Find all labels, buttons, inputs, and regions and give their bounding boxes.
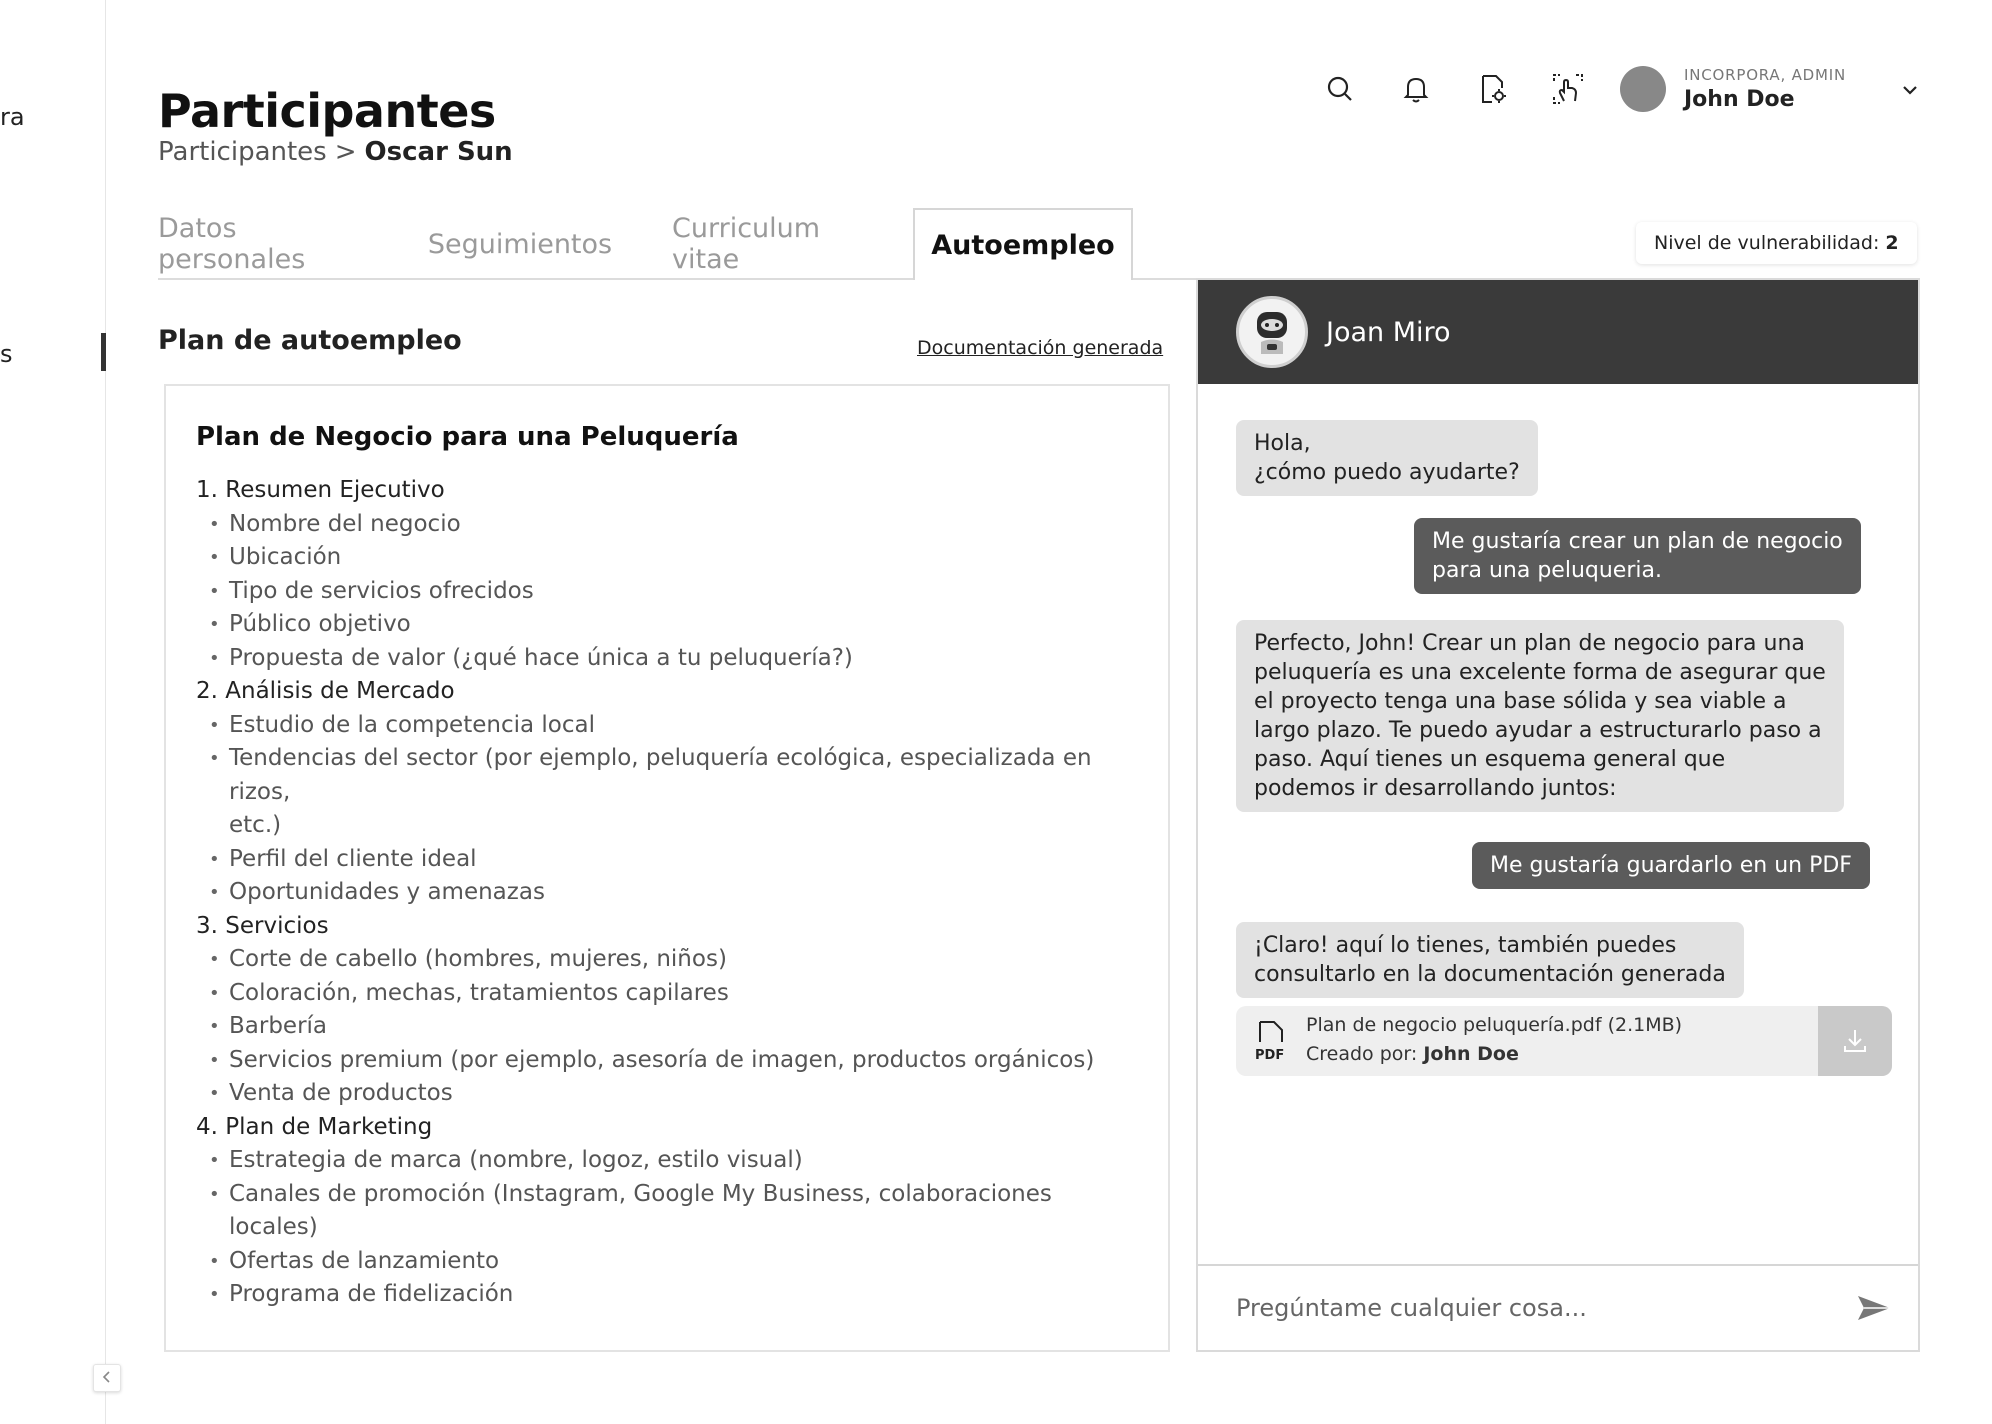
tab-bar <box>158 208 1198 278</box>
breadcrumb-separator: > <box>334 137 357 167</box>
breadcrumb-current: Oscar Sun <box>364 137 513 167</box>
plan-section-title: 2. Análisis de Mercado <box>196 678 455 704</box>
plan-section-title: 3. Servicios <box>196 912 329 939</box>
list-item-continuation: etc.) <box>229 812 282 838</box>
list-item: • Canales de promoción (Instagram, Google My Business, colaboraciones locales) <box>209 1180 1052 1240</box>
vulnerability-label: Nivel de vulnerabilidad: <box>1654 232 1880 254</box>
list-item: • Venta de productos <box>209 1080 453 1106</box>
chevron-down-icon <box>1898 78 1922 102</box>
list-item: • Ubicación <box>209 544 342 570</box>
sidebar-item-label[interactable]: s <box>0 340 13 368</box>
plan-title: Plan de Negocio para una Peluquería <box>196 422 739 452</box>
pdf-file-icon <box>1254 1020 1288 1064</box>
breadcrumb-parent-link[interactable]: Participantes <box>158 137 327 167</box>
chat-message-user: Me gustaría guardarlo en un PDF <box>1472 842 1870 889</box>
chat-header <box>1198 280 1918 384</box>
touch-scan-icon <box>1550 71 1586 107</box>
chat-message-bot: Perfecto, John! Crear un plan de negocio para una peluquería es una excelente forma de asegurar que el proyecto tenga una base sólida y sea viable a largo plazo. Te puedo ayudar a estructurarlo paso a paso. Aquí tienes un esquema general que podemos ir desarrollando juntos: <box>1236 620 1844 812</box>
tab-curriculum-vitae[interactable]: Curriculum vitae <box>672 213 821 275</box>
list-item: • Público objetivo <box>209 611 411 637</box>
tab-seguimientos[interactable]: Seguimientos <box>427 228 613 260</box>
list-item: • Nombre del negocio <box>209 510 461 537</box>
robot-avatar-icon <box>1236 296 1308 368</box>
user-role: INCORPORA, ADMIN <box>1684 66 1847 84</box>
download-button[interactable] <box>1818 1006 1892 1076</box>
vulnerability-badge <box>1636 222 1917 264</box>
file-name: Plan de negocio peluquería.pdf (2.1MB) <box>1306 1014 1683 1036</box>
list-item: • Ofertas de lanzamiento <box>209 1247 500 1274</box>
notifications-button[interactable] <box>1396 69 1436 109</box>
generated-docs-link[interactable]: Documentación generada <box>917 337 1164 359</box>
send-button[interactable] <box>1854 1290 1894 1326</box>
user-menu-toggle[interactable] <box>1898 78 1922 102</box>
list-item: • Tipo de servicios ofrecidos <box>209 577 534 604</box>
vulnerability-value: 2 <box>1885 232 1899 254</box>
plan-section-title: 4. Plan de Marketing <box>196 1113 433 1140</box>
list-item: • Oportunidades y amenazas <box>209 879 545 905</box>
list-item: • Corte de cabello (hombres, mujeres, niños) <box>209 946 727 972</box>
list-item: • Propuesta de valor (¿qué hace única a tu peluquería?) <box>209 644 853 671</box>
header-actions <box>1320 66 1846 112</box>
page-title: Participantes <box>158 84 496 138</box>
tab-autoempleo[interactable]: Autoempleo <box>913 208 1133 280</box>
sidebar-item-label[interactable]: ra <box>0 103 25 131</box>
sidebar-active-indicator <box>101 333 106 371</box>
documents-button[interactable] <box>1472 69 1512 109</box>
list-item: • Programa de fidelización <box>209 1281 514 1307</box>
send-icon <box>1856 1293 1892 1323</box>
avatar[interactable] <box>1620 66 1666 112</box>
plan-heading: Plan de autoempleo <box>158 325 462 356</box>
chat-message-user: Me gustaría crear un plan de negocio para una peluqueria. <box>1414 518 1861 594</box>
user-menu[interactable] <box>1684 66 1846 112</box>
plan-document <box>164 384 1170 1352</box>
list-item: • Barbería <box>209 1013 328 1039</box>
list-item: • Coloración, mechas, tratamientos capilares <box>209 979 729 1006</box>
search-icon <box>1325 74 1355 104</box>
chat-input-bar <box>1198 1264 1918 1350</box>
list-item: • Perfil del cliente ideal <box>209 845 477 872</box>
download-icon <box>1840 1026 1870 1056</box>
chat-panel <box>1196 278 1920 1352</box>
chat-input[interactable] <box>1236 1288 1836 1328</box>
file-creator: Creado por: John Doe <box>1306 1043 1519 1065</box>
list-item: • Estrategia de marca (nombre, logoz, estilo visual) <box>209 1147 803 1173</box>
sidebar <box>0 0 106 1424</box>
chat-bot-name: Joan Miro <box>1326 316 1451 348</box>
tab-datos-personales[interactable]: Datos personales <box>158 213 306 275</box>
list-item: • Tendencias del sector (por ejemplo, peluquería ecológica, especializada en rizos, <box>209 745 1092 805</box>
list-item: • Estudio de la competencia local <box>209 711 595 738</box>
list-item: • Servicios premium (por ejemplo, asesoría de imagen, productos orgánicos) <box>209 1046 1095 1073</box>
touch-scan-button[interactable] <box>1548 69 1588 109</box>
search-button[interactable] <box>1320 69 1360 109</box>
chat-message-bot: Hola, ¿cómo puedo ayudarte? <box>1236 420 1538 496</box>
bell-icon <box>1400 73 1432 105</box>
file-attachment[interactable] <box>1236 1006 1892 1076</box>
user-name: John Doe <box>1684 87 1795 112</box>
chat-message-bot: ¡Claro! aquí lo tienes, también puedes consultarlo en la documentación generada <box>1236 922 1744 998</box>
chevron-left-icon <box>101 1369 113 1388</box>
pdf-icon-label: PDF <box>1255 1048 1285 1063</box>
sidebar-collapse-button[interactable] <box>93 1364 121 1392</box>
breadcrumb <box>158 137 513 167</box>
document-settings-icon <box>1476 72 1508 106</box>
file-size: (2.1MB) <box>1607 1014 1683 1036</box>
plan-section-title: 1. Resumen Ejecutivo <box>196 477 445 503</box>
